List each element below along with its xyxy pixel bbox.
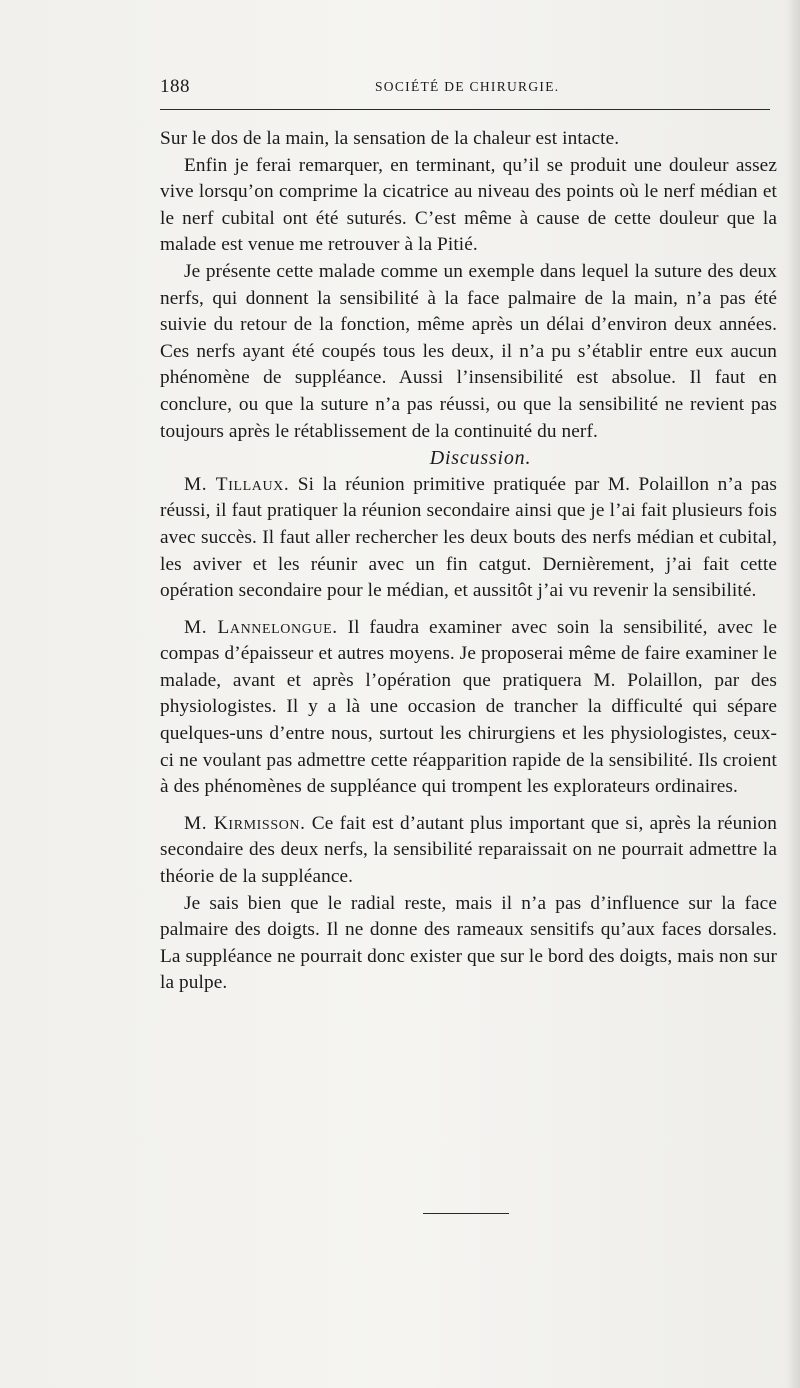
speaker-tillaux: M. Tillaux.: [184, 473, 290, 495]
paragraph-1: Sur le dos de la main, la sensation de la chaleur est intacte.: [160, 128, 620, 149]
paragraph-3: Je présente cette malade comme un exemple dans lequel la suture des deux nerfs, qui donnent la sensibilité à la face palmaire de la main, n’a pas été suivie du retour de la fonction, même après un délai d’environ deux années. Ces nerfs ayant été coupés tous les deux, il n’a pu s’établir entre eux aucun phénomène de suppléance. Aussi l’insensibilité est absolue. Il faut en conclure, ou que la suture n’a pas réussi, ou que la sensibilité ne revient pas toujours après le rétablissement de la continuité du nerf.: [160, 260, 777, 442]
header-rule: [160, 109, 770, 110]
text-tillaux: Si la réunion primitive pratiquée par M. Polaillon n’a pas réussi, il faut pratiquer la réunion secondaire ainsi que je l’ai fait plusieurs fois avec succès. Il faut aller rechercher les deux bouts des nerfs médian et cubital, les aviver et les réunir avec un fin catgut. Dernièrement, j’ai fait cette opération secondaire pour le médian, et aussitôt j’ai vu revenir la sensibilité.: [160, 473, 777, 602]
section-title-discussion: Discussion.: [429, 447, 532, 470]
page-header: [160, 76, 772, 98]
page-edge-shadow: [786, 0, 800, 1388]
text-lannelongue: Il faudra examiner avec soin la sensibilité, avec le compas d’épaisseur et autres moyens. Je proposerai même de faire examiner le malade, avant et après l’opération que pratiquera M. Polaillon, par des physiologistes. Il y a là une occasion de trancher la difficulté qui sépare quelques-uns d’entre nous, surtout les chirurgiens et les physiologistes, ceux-ci ne voulant pas admettre cette réapparition rapide de la sensibilité. Ils croient à des phénomènes de suppléance qui trompent les explorateurs ordinaires.: [160, 616, 777, 798]
end-rule: [423, 1213, 509, 1214]
body-text: [160, 126, 777, 997]
paragraph-2: Enfin je ferai remarquer, en terminant, qu’il se produit une douleur assez vive lorsqu’on comprime la cicatrice au niveau des points où le nerf médian et le nerf cubital ont été suturés. C’est même à cause de cette douleur que la malade est venue me retrouver à la Pitié.: [160, 154, 777, 256]
text-kirmisson: Ce fait est d’autant plus important que si, après la réunion secondaire des deux nerfs, la sensibilité reparaissait on ne pourrait admettre la théorie de la suppléance.: [160, 812, 778, 888]
speaker-kirmisson: M. Kirmisson.: [184, 812, 306, 834]
speaker-lannelongue: M. Lannelongue.: [184, 616, 338, 638]
paragraph-kirmisson: [160, 811, 777, 891]
paragraph-lannelongue: [160, 615, 777, 801]
paragraph-tillaux: [160, 472, 777, 605]
paragraph-kirmisson-continuation: Je sais bien que le radial reste, mais il n’a pas d’influence sur la face palmaire des doigts. Il ne donne des rameaux sensitifs qu’aux faces dorsales. La suppléance ne pourrait donc exister que sur le bord des doigts, mais non sur la pulpe.: [160, 892, 777, 994]
running-head: SOCIÉTÉ DE CHIRURGIE.: [375, 79, 560, 94]
page-number: 188: [160, 76, 190, 97]
